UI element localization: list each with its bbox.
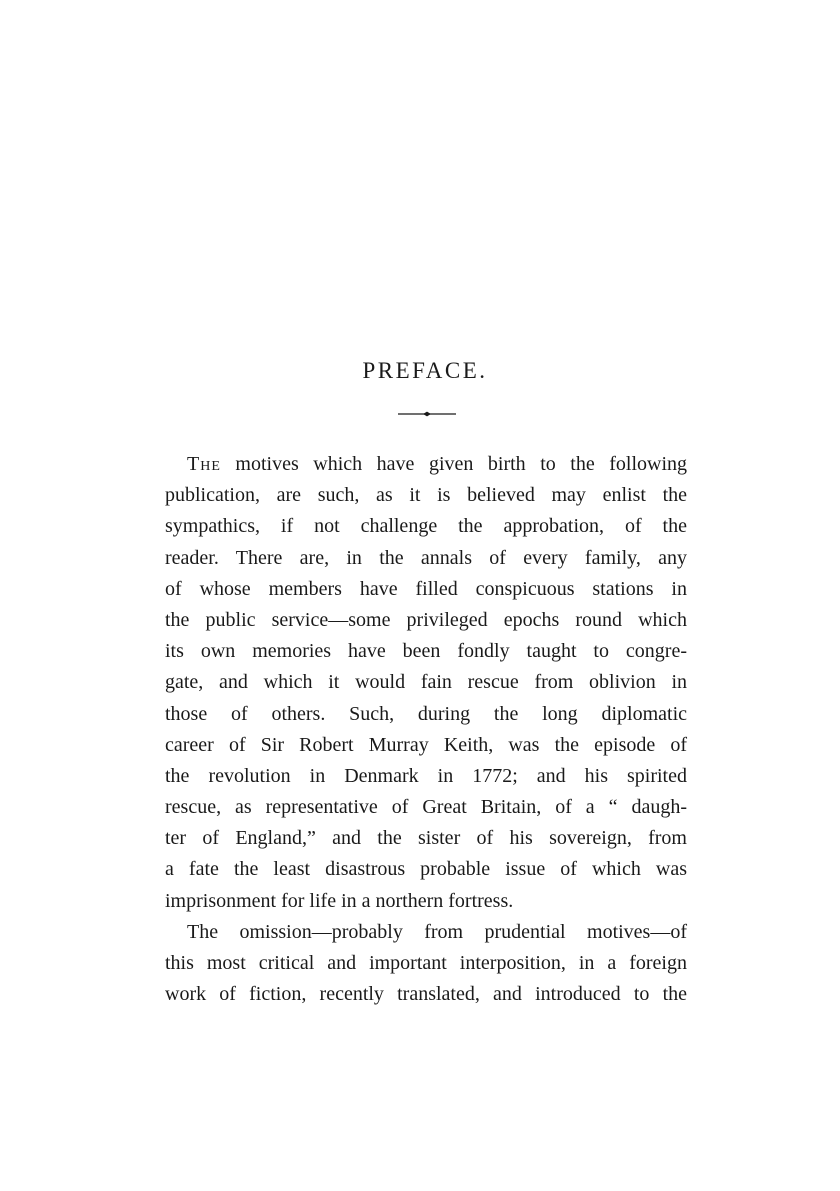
text-line: a fate the least disastrous probable issue of which was — [165, 858, 687, 881]
text-line: The omission—probably from prudential motives—of — [187, 920, 687, 943]
text-line: reader. There are, in the annals of every family, any — [165, 546, 687, 569]
text-line: the revolution in Denmark in 1772; and his spirited — [165, 764, 687, 787]
ornament-diamond — [423, 412, 431, 417]
text-line: rescue, as representative of Great Britain, of a “ daugh- — [165, 796, 687, 819]
text-line: publication, are such, as it is believed may enlist the — [165, 484, 687, 507]
text-line: gate, and which it would fain rescue from oblivion in — [165, 671, 687, 694]
page-title: PREFACE. — [362, 358, 488, 383]
drop-word: The — [187, 453, 221, 475]
text-line: work of fiction, recently translated, and introduced to the — [165, 983, 687, 1006]
title-ornament — [397, 409, 457, 419]
text-line: the public service—some privileged epochs round which — [165, 608, 687, 631]
text-line: imprisonment for life in a northern fortress. — [165, 889, 514, 912]
text-line-1-rest: motives which have given birth to the following — [220, 453, 687, 475]
text-line: those of others. Such, during the long diplomatic — [165, 702, 687, 725]
preface-body — [165, 449, 687, 1010]
text-line: sympathics, if not challenge the approbation, of the — [165, 515, 687, 538]
text-line-1 — [165, 449, 687, 480]
text-line: its own memories have been fondly taught to congre- — [165, 640, 687, 663]
text-line: career of Sir Robert Murray Keith, was the episode of — [165, 733, 687, 756]
text-line: of whose members have filled conspicuous stations in — [165, 577, 687, 600]
text-line: this most critical and important interposition, in a foreign — [165, 952, 687, 974]
text-line: ter of England,” and the sister of his sovereign, from — [165, 827, 687, 850]
